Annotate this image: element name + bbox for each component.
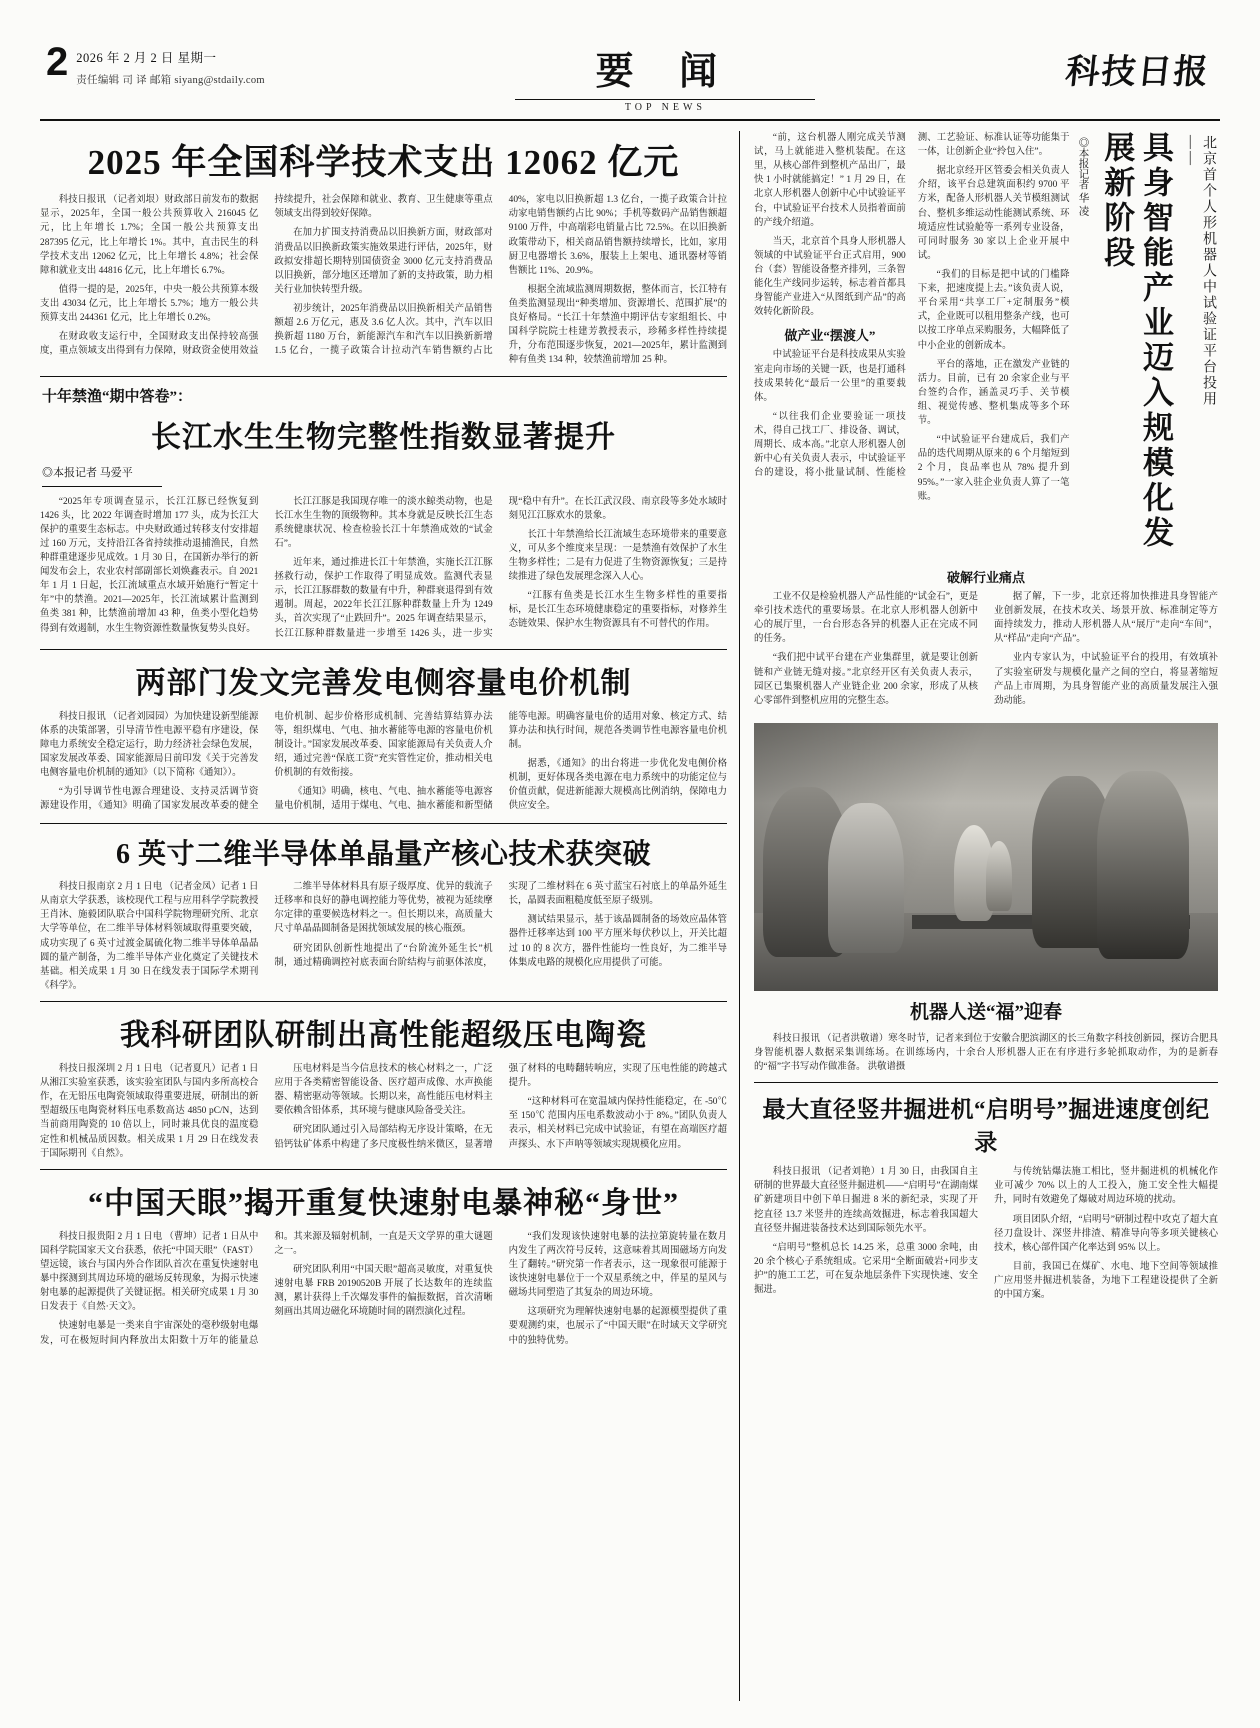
photo-credit: 科技日报讯 （记者洪敬谱）寒冬时节，记者来到位于安徽合肥滨湖区的长三角数字科技创新园，探访合肥具身智能机器人数据采集训练场。在训练场内，十余台人形机器人正在有序进行多轮抓取动作，为的是新春的“福”字书写动作做准备。 洪敬谱摄 bbox=[754, 1033, 1218, 1073]
paragraph: “启明号”整机总长 14.25 米，总重 3000 余吨，由 20 余个核心子系统组成。它采用“全断面破岩+同步支护”的施工工艺，可在复杂地层条件下实现快速、安全掘进。 bbox=[754, 1242, 978, 1296]
article-piezoelectric-ceramic bbox=[40, 1010, 727, 1161]
divider bbox=[40, 823, 727, 824]
paragraph: 二维半导体材料具有原子级厚度、优异的载流子迁移率和良好的静电调控能力等优势，被视为延续摩尔定律的重要候选材料之一。但长期以来，高质量大尺寸单晶晶圆制备是困扰领域发展的核心瓶颈。 bbox=[274, 882, 493, 935]
article-national-sti-spending bbox=[40, 143, 727, 368]
paragraph: 这项研究为理解快速射电暴的起源模型提供了重要观测约束，也展示了“中国天眼”在时域天文学研究中的独特优势。 bbox=[508, 1307, 727, 1346]
feature-body-cont bbox=[754, 590, 1218, 713]
divider bbox=[40, 649, 727, 650]
paper-logo: 科技日报 bbox=[1063, 54, 1212, 91]
photo-caption: 机器人送“福”迎春 bbox=[909, 1001, 1062, 1023]
news-photo bbox=[754, 723, 1218, 991]
paragraph: 研究团队利用“中国天眼”超高灵敏度，对重复快速射电暴 FRB 20190520B 开展了长达数年的连续监测，累计获得上千次爆发事件的偏振数据，首次清晰刻画出其周边磁化环境随时间的剧烈演化过程。 bbox=[274, 1264, 493, 1318]
article-body bbox=[754, 1165, 1218, 1304]
paragraph: 研究团队创新性地提出了“台阶流外延生长”机制，通过精确调控衬底表面台阶结构与前驱体浓度，实现了二维材料在 6 英寸蓝宝石衬底上的单晶外延生长，晶圆表面粗糙度低至原子级别。 bbox=[274, 882, 727, 968]
paragraph: “2025年专项调查显示，长江江豚已经恢复到 1426 头，比 2022 年调查时增加 177 头，成为长江大保护的重要生态标志。中央财政通过转移支付安排超过 160 万元，支持沿江各省持续推动退捕渔民，自然种群重建逐步见成效。1 月 30 日，在国新办举行的新闻发布会上，农业农村部副部长刘焕鑫表示。自 2021 年 1 月 1 日起，长江流域重点水域开始施行“暂定十年”中的禁渔。2021—2025年，长江流域累计监测到鱼类 381 种，比禁渔前增加 43 种，鱼类小型化趋势得到有效遏制，水生生物资源性数量恢复势头良好。 bbox=[40, 496, 259, 634]
masthead-meta bbox=[76, 44, 265, 87]
feature-byline: ◎本报记者 华 凌 bbox=[1077, 137, 1089, 216]
article-body bbox=[40, 880, 727, 993]
paragraph: 工业不仅是检验机器人产品性能的“试金石”，更是牵引技术迭代的重要场景。在北京人形机器人创新中心的展厅里，一台台形态各异的机器人正在完成不同的任务。 bbox=[754, 592, 978, 645]
masthead bbox=[40, 34, 1220, 121]
article-body bbox=[40, 495, 727, 641]
paragraph: “这种材料可在宽温域内保持性能稳定，在 -50℃ 至 150℃ 范围内压电系数波动小于 8%。”团队负责人表示，相关材料已完成中试验证，有望在高端医疗超声探头、水下声呐等领域实现规模化应用。 bbox=[508, 1097, 727, 1150]
paragraph: “中试验证平台建成后，我们产品的迭代周期从原来的 6 个月缩短到 2 个月，良品率也从 78% 提升到 95%。”一家入驻企业负责人算了一笔账。 bbox=[917, 435, 1070, 502]
paragraph: 科技日报深圳 2 月 1 日电 （记者夏凡）记者 1 日从湘江实验室获悉，该实验室团队与国内多所高校合作，在无铅压电陶瓷领域取得重要进展，研制出的新型超级压电陶瓷材料压电系数高达 4850 pC/N，达到当前商用陶瓷的 10 倍以上，同时兼具优良的温度稳定性和机械品质因数。相关成果 1 月 29 日在线发表于国际期刊《自然》。 bbox=[40, 1063, 259, 1159]
paragraph: “江豚有鱼类是长江水生生物多样性的重要指标，是长江生态环境健康稳定的重要指标，对修养生态链效果、保护水生物资源具有不可替代的作用。 bbox=[508, 591, 727, 630]
paragraph: 科技日报讯 （记者刘垠）财政部日前发布的数据显示，2025年，全国一般公共预算收入 216045 亿元，比上年增长 1.7%；全国一般公共预算支出 287395 亿元，比上年增长 1%。其中，直击民生的科学技术支出 12062 亿元，比上年增长 4.8%；社会保障和就业支出 44816 亿元，比上年增长 6.7%。 bbox=[40, 195, 259, 276]
publication-date: 2026 年 2 月 2 日 星期一 bbox=[76, 51, 217, 65]
byline: ◎本报记者 马爱平 bbox=[42, 466, 133, 479]
masthead-left bbox=[46, 40, 265, 87]
paragraph: 在加力扩围支持消费品以旧换新方面，财政部对消费品以旧换新政策实施效果进行评估，2025年，财政拟安排超长期特别国债资金 3000 亿元支持消费品以旧换新，部分地区还增加了新的支持政策，助力相关行业加快转型升级。 bbox=[274, 228, 493, 295]
article-capacity-price-mechanism bbox=[40, 658, 727, 815]
paragraph: 与传统钻爆法施工相比，竖井掘进机的机械化作业可减少 70% 以上的人工投入，施工安全性大幅提升，同时有效避免了爆破对周边环境的扰动。 bbox=[994, 1167, 1218, 1206]
page-number: 2 bbox=[46, 40, 69, 84]
paragraph: 据悉，《通知》的出台将进一步优化发电侧价格机制，更好体现各类电源在电力系统中的功能定位与价值贡献，促进新能源大规模高比例消纳，保障电力供应安全。 bbox=[508, 758, 727, 812]
article-yangtze-fishing-ban bbox=[40, 385, 727, 641]
feature-headline: 具身智能产业迈入规模化发展新阶段 bbox=[1099, 131, 1173, 551]
paragraph: 科技日报贵阳 2 月 1 日电 （曹坤）记者 1 日从中国科学院国家天文台获悉，依托“中国天眼”（FAST）望远镜，该台与国内外合作团队首次在重复快速射电暴中探测到其周边环境的磁场反转现象，为揭示快速射电暴的起源提供了关键证据。相关研究成果 1 月 30 日发表于《自然·天文》。 bbox=[40, 1231, 259, 1313]
paragraph: “我们发现该快速射电暴的法拉第旋转量在数月内发生了两次符号反转，这意味着其周围磁场方向发生了翻转。”研究第一作者表示，这一现象很可能源于该快速射电暴位于一个双星系统之中，伴星的星风与磁场共同塑造了其复杂的周边环境。 bbox=[508, 1231, 727, 1299]
paragraph: 近年来，通过推进长江十年禁渔，实施长江江豚拯救行动，保护工作取得了明显成效。监测代表显示，长江江豚群数的数量有中升，种群衰退得到有效遏制。周起，2022年长江江豚种群数量上升为 1249 头，首次实现了“止跌回升”。2025 年调查结果显示，长江江豚种群数量进一步增至 1426 头，进一步实现“稳中有升”。在长江武汉段、南京段等多处水域时刻见江江豚欢水的景象。 bbox=[274, 496, 727, 639]
article-2d-semiconductor bbox=[40, 832, 727, 993]
main-column bbox=[40, 131, 740, 1701]
paragraph: 平台的落地，正在激发产业链的活力。目前，已有 20 余家企业与平台签约合作，涵盖灵巧手、关节模组、视觉传感、整机集成等多个环节。 bbox=[917, 359, 1070, 427]
paragraph: 据北京经开区管委会相关负责人介绍，该平台总建筑面积约 9700 平方米，配备人形机器人关节模组测试台、整机多维运动性能测试系统、环境适应性试验舱等一系列专业设备，可同时服务 30 家以上企业开展中试。 bbox=[917, 166, 1070, 261]
section-header bbox=[515, 40, 815, 113]
paragraph: 长江十年禁渔给长江流域生态环境带来的重要意义，可从多个维度来呈现：一是禁渔有效保护了水生生物多样性；二是有力促进了生物资源恢复；三是持续推进了绿色发展理念深入人心。 bbox=[508, 529, 727, 583]
article-body bbox=[40, 710, 727, 815]
article-shaft-boring-machine bbox=[754, 1091, 1218, 1304]
paragraph: 项目团队介绍，“启明号”研制过程中攻克了超大直径刀盘设计、深竖井排渣、精准导向等多项关键核心技术，核心部件国产化率达到 95% 以上。 bbox=[994, 1214, 1218, 1253]
feature-article-head bbox=[754, 131, 1218, 561]
article-fast-frb bbox=[40, 1178, 727, 1348]
paragraph: 快速射电暴是一类来自宇宙深处的毫秒级射电爆发，可在极短时间内释放出太阳数十万年的能量总和。其来源及辐射机制，一直是天文学界的重大谜题之一。 bbox=[40, 1231, 493, 1346]
subheading: 破解行业痛点 bbox=[946, 570, 1025, 585]
paragraph: “为引导调节性电源合理建设、支持灵活调节资源建设作用，《通知》明确了国家发展改革委的健全电价机制、起步价格形成机制、完善结算结算办法等，组织煤电、气电、抽水蓄能等电源的容量电价机制设计。”国家发展改革委、国家能源局有关负责人介绍，通过完善“保底工资”充实管性定价，推动相关电价机制的有效衔接。 bbox=[40, 711, 493, 812]
right-column bbox=[740, 131, 1218, 1701]
article-body bbox=[40, 1230, 727, 1348]
paragraph: 值得一提的是，2025年，中央一般公共预算本级支出 43034 亿元，比上年增长 5.7%；地方一般公共预算支出 244361 亿元，比上年增长 0.2%。 bbox=[40, 284, 259, 324]
paragraph: 据了解，下一步，北京还将加快推进具身智能产业创新发展，在技术攻关、场景开放、标准制定等方面持续发力，推动人形机器人从“展厅”走向“车间”，从“样品”走向“产品”。 bbox=[994, 592, 1218, 645]
paragraph: 根据全流域监测周期数据，整体而言，长江特有鱼类监测显现出“种类增加、资源增长、范围扩展”的良好格局。“长江十年禁渔中期评估专家组组长、中国科学院院士桂建芳教授表示，珍稀多样性持续提升，分布范围逐步恢复，2021—2025年，累计监测到种有鱼类 134 种，较禁渔前增加 25 种。 bbox=[508, 284, 727, 366]
paragraph: 当天，北京首个具身人形机器人领域的中试验证平台正式启用，900 台（套）智能设备整齐排列，三条智能化生产线同步运转，标志着首都具身智能产业进入“从图纸到产品”的高效转化新阶段。 bbox=[754, 236, 906, 318]
headline: 两部门发文完善发电侧容量电价机制 bbox=[135, 666, 632, 700]
paragraph: “我们的目标是把中试的门槛降下来，把速度提上去。”该负责人说，平台采用“共享工厂+定制服务”模式，企业既可以租用整条产线，也可以按工序单点采购服务，大幅降低了中小企业的创新成本。 bbox=[917, 269, 1070, 351]
section-title: 要 闻 bbox=[595, 51, 736, 93]
paragraph: 业内专家认为，中试验证平台的投用，有效填补了实验室研发与规模化量产之间的空白，将显著缩短产品上市周期，为具身智能产业的高质量发展注入强劲动能。 bbox=[994, 653, 1218, 706]
headline: 我科研团队研制出高性能超级压电陶瓷 bbox=[120, 1018, 647, 1052]
paragraph: 长江江豚是我国现存唯一的淡水鲸类动物，也是长江水生生物的顶级物种。其本身就是反映长江生态系统健康状况、检查检验长江十年禁渔成效的“试金石”。 bbox=[274, 496, 493, 549]
feature-kicker: 北京首个人形机器人中试验证平台投用—— bbox=[1183, 135, 1216, 407]
section-subtitle: TOP NEWS bbox=[624, 102, 706, 113]
paragraph: “前，这台机器人刚完成关节测试，马上就能进入整机装配。在这里，从核心部件到整机产品出厂，最快 1 小时就能搞定！” 1 月 29 日，在北京人形机器人创新中心中试验证平台，中试验证平台技术人员指着面前的产线介绍道。 bbox=[754, 133, 906, 228]
headline: “中国天眼”揭开重复快速射电暴神秘“身世” bbox=[88, 1186, 679, 1220]
paragraph: 研究团队通过引入局部结构无序设计策略，在无铅钙钛矿体系中构建了多尺度极性纳米微区，显著增强了材料的电畴翻转响应，实现了压电性能的跨越式提升。 bbox=[274, 1063, 727, 1150]
divider bbox=[754, 1082, 1218, 1083]
headline: 长江水生生物完整性指数显著提升 bbox=[151, 420, 616, 454]
page-content bbox=[40, 131, 1220, 1701]
divider bbox=[40, 1001, 727, 1002]
headline: 最大直径竖井掘进机“启明号”掘进速度创纪录 bbox=[762, 1097, 1210, 1156]
divider bbox=[40, 376, 727, 377]
feature-body bbox=[754, 131, 1070, 561]
subheading: 做产业“摆渡人” bbox=[784, 328, 876, 344]
paragraph: 科技日报讯 （记者刘艳）1 月 30 日，由我国自主研制的世界最大直径竖井掘进机——“启明号”在湖南煤矿新建项目中创下单日掘进 8 米的新纪录，实现了开挖直径 13.7 米竖井的连续高效掘进，标志着我国超大直径竖井掘进装备技术达到国际领先水平。 bbox=[754, 1167, 978, 1234]
paragraph: 在财政收支运行中，全国财政支出保持较高强度，重点领域支出得到有力保障，财政资金使用效益持续提升，社会保障和就业、教育、卫生健康等重点领域支出得到较好保障。 bbox=[40, 195, 493, 357]
paragraph: 中试验证平台是科技成果从实验室走向市场的关键一跃，也是打通科技成果转化“最后一公里”的重要载体。 bbox=[754, 350, 906, 403]
paragraph: 《通知》明确，核电、气电、抽水蓄能等电源容量电价机制，适用于煤电、气电、抽水蓄能和新型储能等电源。明确容量电价的适用对象、核定方式、结算办法和执行时间，规范各类调节性电源容量电价机制。 bbox=[274, 711, 727, 812]
paragraph: “以往我们企业要验证一项技术，得自己找工厂、排设备、调试，周期长、成本高。”北京人形机器人创新中心有关负责人表示，中试验证平台的建设，将小批量试制、性能检测、工艺验证、标准认证等功能集于一体，让创新企业“拎包入住”。 bbox=[754, 133, 1070, 479]
article-body bbox=[40, 193, 727, 367]
paragraph: 科技日报南京 2 月 1 日电 （记者金凤）记者 1 日从南京大学获悉，该校现代工程与应用科学学院教授王肖沐、施毅团队联合中国科学院物理研究所、北京大学等单位，在二维半导体材料领域取得重要突破，成功实现了 6 英寸过渡金属硫化物二维半导体单晶晶圆的量产制备，为二维半导体产业化奠定了关键技术基础。相关成果 1 月 30 日在线发表于国际学术期刊《科学》。 bbox=[40, 882, 259, 991]
paragraph: 初步统计，2025年消费品以旧换新相关产品销售额超 2.6 万亿元，惠及 3.6 亿人次。其中，汽车以旧换新超 1180 万台，新能源汽车和汽车以旧换新新增 1.5 亿台，一揽子政策合计拉动汽车销售额约占比 40%，家电以旧换新超 1.3 亿台，一揽子政策合计拉动家电销售额约占比 90%；手机等数码产品销售额超 9100 万件，中高端彩电销量占比 72.5%。在以旧换新政策带动下，相关商品销售额持续增长，比如，家用厨卫电器增长 3.6%，服装上上架电、通讯器材等销售额比 11%、20.9%。 bbox=[274, 195, 727, 357]
paragraph: “我们把中试平台建在产业集群里，就是要让创新链和产业链无缝对接。”北京经开区有关负责人表示，园区已集聚机器人产业链企业 200 余家，形成了从核心零部件到整机应用的完整生态。 bbox=[754, 653, 978, 706]
editor-line: 责任编辑 司 译 邮箱 siyang@stdaily.com bbox=[76, 75, 265, 86]
paragraph: 压电材料是当今信息技术的核心材料之一，广泛应用于各类精密智能设备、医疗超声成像、水声换能器、精密驱动等领域。长期以来，高性能压电材料主要依赖含铅体系，其环境与健康风险备受关注。 bbox=[274, 1063, 493, 1117]
headline: 2025 年全国科学技术支出 12062 亿元 bbox=[87, 143, 680, 182]
paragraph: 测试结果显示，基于该晶圆制备的场效应晶体管器件迁移率达到 100 平方厘米每伏秒以上，开关比超过 10 的 8 次方，器件性能均一性良好，为二维半导体集成电路的规模化应用提供了可能。 bbox=[508, 915, 727, 968]
kicker: 十年禁渔“期中答卷”： bbox=[42, 388, 193, 405]
paragraph: 科技日报讯 （记者刘园园）为加快建设新型能源体系的决策部署，引导清节性电源平稳有序建设，保障电力系统安全稳定运行，助力经济社会绿色发展，国家发展改革委、国家能源局日前印发《关于完善发电侧容量电价机制的通知》（以下简称《通知》）。 bbox=[40, 711, 259, 779]
section-divider bbox=[515, 99, 815, 100]
byline-underline bbox=[42, 486, 162, 487]
headline: 6 英寸二维半导体单晶量产核心技术获突破 bbox=[115, 839, 651, 871]
divider bbox=[40, 1169, 727, 1170]
article-body bbox=[40, 1062, 727, 1161]
paragraph: 目前，我国已在煤矿、水电、地下空间等领域推广应用竖井掘进机装备，为地下工程建设提供了全新的中国方案。 bbox=[994, 1261, 1218, 1301]
